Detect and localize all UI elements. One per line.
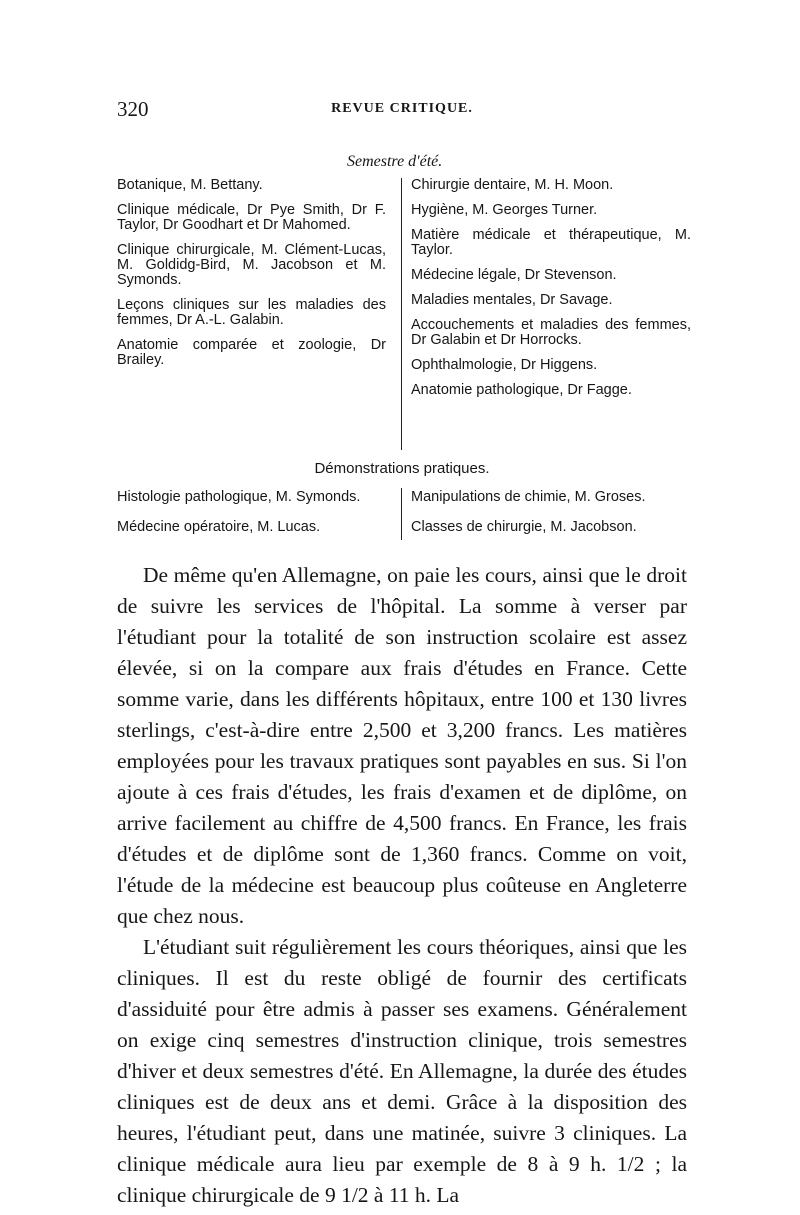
summer-left-column [117,178,392,378]
course-entry: Clinique médicale, Dr Pye Smith, Dr F. Taylor, Dr Goodhart et Dr Mahomed. [117,202,386,233]
summer-right-column [411,178,691,408]
course-entry: Médecine légale, Dr Stevenson. [411,267,617,283]
running-title: REVUE CRITIQUE. [331,101,473,116]
course-entry: Anatomie pathologique, Dr Fagge. [411,382,632,398]
course-entry: Médecine opératoire, M. Lucas. [117,519,321,535]
demonstrations-heading: Démonstrations pratiques. [314,460,490,477]
page-number: 320 [117,97,149,121]
course-entry: Maladies mentales, Dr Savage. [411,292,613,308]
course-entry: Botanique, M. Bettany. [117,177,263,193]
course-entry: Leçons cliniques sur les maladies des femmes, Dr A.-L. Galabin. [117,297,386,328]
course-entry: Matière médicale et thérapeutique, M. Taylor. [411,227,691,258]
body-paragraph: L'étudiant suit régulièrement les cours théoriques, ainsi que les cliniques. Il est du reste obligé de fournir des certificats d'assiduité pour être admis à passer ses examens. Généralement on exige cinq semestres d'instruction clinique, trois semestres d'hiver et deux semestres d'été. En Allemagne, la durée des études cliniques est de deux ans et demi. Grâce à la disposition des heures, l'étudiant peut, dans une matinée, suivre 3 cliniques. La clinique médicale aura lieu par exemple de 8 à 9 h. 1/2 ; la clinique chirurgicale de 9 1/2 à 11 h. La [117,935,687,1207]
semester-heading: Semestre d'été. [347,153,443,170]
demonstrations-left-column [117,490,392,550]
course-entry: Clinique chirurgicale, M. Clément-Lucas, M. Goldidg-Bird, M. Jacobson et M. Symonds. [117,242,386,288]
course-entry: Hygiène, M. Georges Turner. [411,202,598,218]
body-text [117,560,687,1211]
column-divider [401,178,402,450]
course-entry: Accouchements et maladies des femmes, Dr Galabin et Dr Horrocks. [411,317,691,348]
running-head [117,97,687,123]
course-entry: Chirurgie dentaire, M. H. Moon. [411,177,614,193]
course-entry: Manipulations de chimie, M. Groses. [411,489,646,505]
course-entry: Ophthalmologie, Dr Higgens. [411,357,598,373]
body-paragraph: De même qu'en Allemagne, on paie les cours, ainsi que le droit de suivre les services de l'hôpital. La somme à verser par l'étudiant pour la totalité de son instruction scolaire est assez élevée, si on la compare aux frais d'études en France. Cette somme varie, dans les différents hôpitaux, entre 100 et 130 livres sterlings, c'est-à-dire entre 2,500 et 3,200 francs. Les matières employées pour les travaux pratiques sont payables en sus. Si l'on ajoute à ces frais d'études, les frais d'examen et de diplôme, on arrive facilement au chiffre de 4,500 francs. En France, les frais d'études et de diplôme sont de 1,360 francs. Comme on voit, l'étude de la médecine est beaucoup plus coûteuse en Angleterre que chez nous. [117,563,687,928]
demonstrations-right-column [411,490,691,550]
course-entry: Anatomie comparée et zoologie, Dr Brailey. [117,337,386,368]
course-entry: Classes de chirurgie, M. Jacobson. [411,519,637,535]
column-divider [401,488,402,540]
course-entry: Histologie pathologique, M. Symonds. [117,489,361,505]
